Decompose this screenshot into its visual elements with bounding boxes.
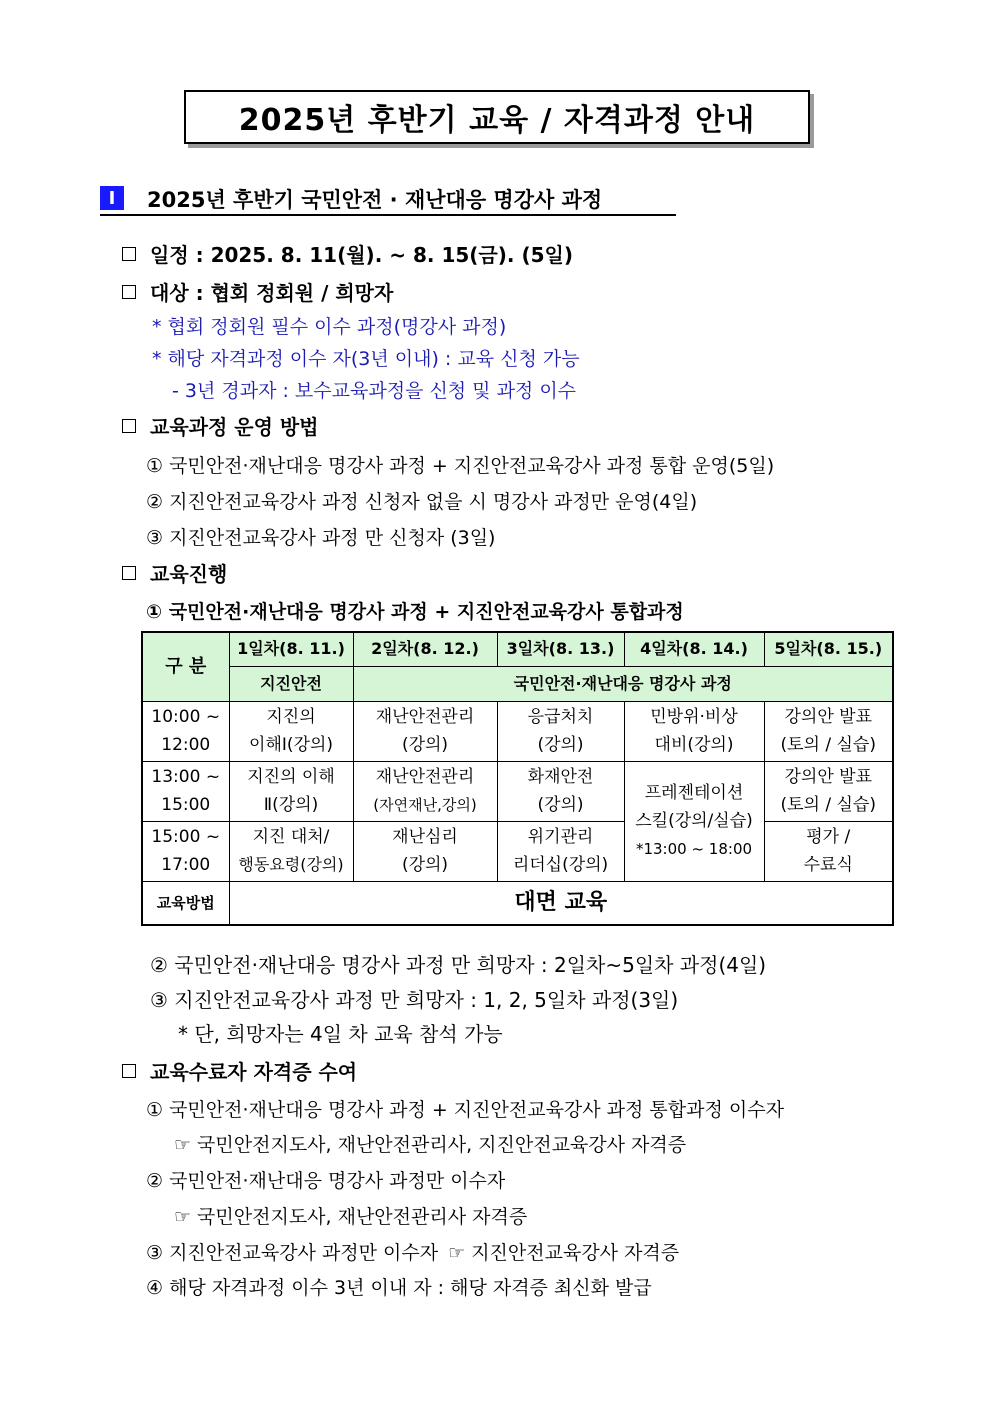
table-cell: 평가 / 수료식 [764, 821, 893, 881]
table-cell: 지진의 이해Ⅰ(강의) [229, 701, 353, 761]
table-corner: 구 분 [142, 632, 229, 701]
table-cell: 위기관리 리더십(강의) [497, 821, 624, 881]
operation-heading-text: 교육과정 운영 방법 [150, 415, 319, 439]
table-cell: 강의안 발표 (토의 / 실습) [764, 761, 893, 821]
day-header-4: 4일차(8. 14.) [624, 632, 764, 666]
time-slot-1: 10:00 ~ 12:00 [142, 701, 229, 761]
certificate-heading-text: 교육수료자 자격증 수여 [150, 1060, 358, 1084]
method-label: 교육방법 [142, 881, 229, 925]
day-header-2: 2일차(8. 12.) [353, 632, 497, 666]
progress-sub-1: ① 국민안전·재난대응 명강사 과정 + 지진안전교육강사 통합과정 [146, 601, 684, 623]
certificate-item-1-result: ☞ 국민안전지도사, 재난안전관리사, 지진안전교육강사 자격증 [174, 1134, 687, 1156]
certificate-item-2: ② 국민안전·재난대응 명강사 과정만 이수자 [146, 1170, 506, 1192]
section-number-badge: Ⅰ [100, 186, 124, 210]
target-note-3: - 3년 경과자 : 보수교육과정을 신청 및 과정 이수 [172, 380, 577, 402]
square-bullet-icon [122, 566, 136, 580]
table-cell: 응급처치 (강의) [497, 701, 624, 761]
progress-heading [122, 558, 227, 587]
table-cell: 화재안전 (강의) [497, 761, 624, 821]
section-header [100, 184, 676, 216]
target-text: 대상 : 협회 정회원 / 희망자 [150, 281, 394, 305]
square-bullet-icon [122, 1064, 136, 1078]
operation-item-3: ③ 지진안전교육강사 과정 만 신청자 (3일) [146, 527, 496, 549]
table-cell: 민방위·비상 대비(강의) [624, 701, 764, 761]
target-note-1: * 협회 정회원 필수 이수 과정(명강사 과정) [152, 316, 507, 338]
operation-item-1: ① 국민안전·재난대응 명강사 과정 + 지진안전교육강사 과정 통합 운영(5일) [146, 455, 775, 477]
progress-sub-3: ③ 지진안전교육강사 과정 만 희망자 : 1, 2, 5일차 과정(3일) [150, 988, 679, 1012]
table-cell: 강의안 발표 (토의 / 실습) [764, 701, 893, 761]
schedule-text: 일정 : 2025. 8. 11(월). ~ 8. 15(금). (5일) [150, 243, 573, 267]
day-header-5: 5일차(8. 15.) [764, 632, 893, 666]
table-cell: 재난안전관리 (자연재난,강의) [353, 761, 497, 821]
progress-heading-text: 교육진행 [150, 562, 228, 586]
certificate-item-2-result: ☞ 국민안전지도사, 재난안전관리사 자격증 [174, 1206, 528, 1228]
table-cell-presentation: 프레젠테이션 스킬(강의/실습) *13:00 ~ 18:00 [624, 761, 764, 881]
hand-pointer-icon: ☞ [174, 1206, 192, 1228]
progress-sub-2: ② 국민안전·재난대응 명강사 과정 만 희망자 : 2일차~5일차 과정(4일) [150, 953, 767, 977]
schedule-table [141, 631, 894, 926]
table-cell: 재난심리 (강의) [353, 821, 497, 881]
operation-item-2: ② 지진안전교육강사 과정 신청자 없을 시 명강사 과정만 운영(4일) [146, 491, 698, 513]
table-cell: 재난안전관리 (강의) [353, 701, 497, 761]
page-title: 2025년 후반기 교육 / 자격과정 안내 [184, 90, 810, 144]
certificate-item-3: ③ 지진안전교육강사 과정만 이수자 ☞ 지진안전교육강사 자격증 [146, 1242, 680, 1264]
square-bullet-icon [122, 419, 136, 433]
course-quake-header: 지진안전 [229, 666, 353, 701]
certificate-item-1: ① 국민안전·재난대응 명강사 과정 + 지진안전교육강사 과정 통합과정 이수자 [146, 1099, 784, 1121]
time-slot-2: 13:00 ~ 15:00 [142, 761, 229, 821]
target-line [122, 277, 393, 306]
section-title: 2025년 후반기 국민안전 · 재난대응 명강사 과정 [147, 188, 603, 212]
certificate-item-4: ④ 해당 자격과정 이수 3년 이내 자 : 해당 자격증 최신화 발급 [146, 1277, 652, 1299]
target-note-2: * 해당 자격과정 이수 자(3년 이내) : 교육 신청 가능 [152, 348, 580, 370]
day-header-1: 1일차(8. 11.) [229, 632, 353, 666]
certificate-heading [122, 1056, 357, 1085]
progress-sub-3-note: * 단, 희망자는 4일 차 교육 참석 가능 [178, 1022, 503, 1046]
hand-pointer-icon: ☞ [174, 1134, 192, 1156]
operation-heading [122, 411, 319, 440]
course-main-header: 국민안전·재난대응 명강사 과정 [353, 666, 893, 701]
time-slot-3: 15:00 ~ 17:00 [142, 821, 229, 881]
method-value: 대면 교육 [229, 881, 893, 925]
square-bullet-icon [122, 247, 136, 261]
square-bullet-icon [122, 285, 136, 299]
table-cell: 지진의 이해 Ⅱ(강의) [229, 761, 353, 821]
day-header-3: 3일차(8. 13.) [497, 632, 624, 666]
schedule-line [122, 239, 573, 268]
hand-pointer-icon: ☞ [448, 1242, 466, 1264]
table-cell: 지진 대처/ 행동요령(강의) [229, 821, 353, 881]
